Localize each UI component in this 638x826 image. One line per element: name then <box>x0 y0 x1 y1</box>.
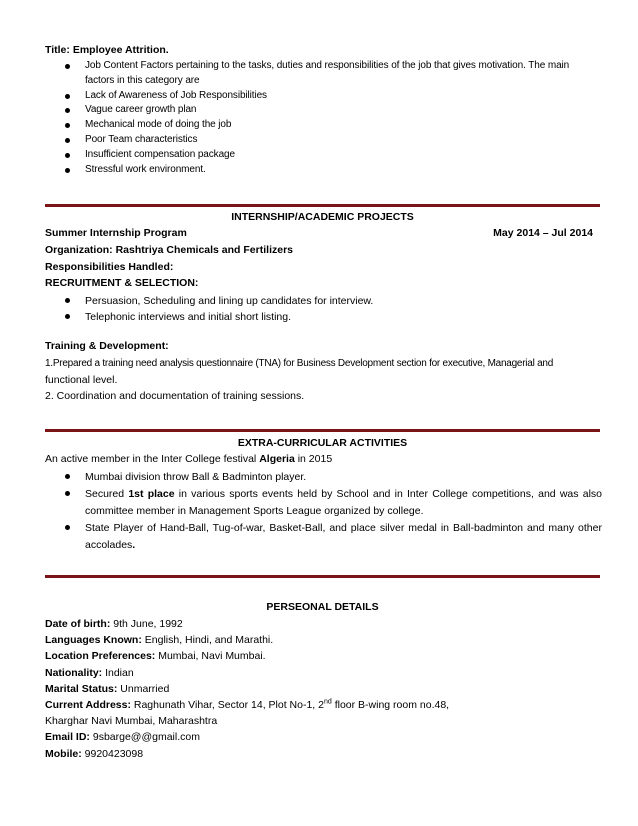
extracurricular-heading: EXTRA-CURRICULAR ACTIVITIES <box>237 437 408 449</box>
location-label: Location Preferences: <box>45 650 156 663</box>
email-value: 9sbarge@@gmail.com <box>89 731 200 744</box>
organization-label: Organization: <box>45 244 113 256</box>
project-section <box>45 43 605 177</box>
mobile-label: Mobile: <box>45 747 82 760</box>
project-title <box>45 43 605 58</box>
intro-year: in 2015 <box>294 453 333 465</box>
personal-section <box>45 616 605 762</box>
mobile-value: 9920423098 <box>81 747 144 760</box>
activities-list <box>45 469 602 554</box>
location-row <box>45 648 605 664</box>
marital-value: Unmarried <box>117 682 170 695</box>
internship-organization <box>45 243 593 258</box>
list-item <box>45 486 602 520</box>
item-highlight: 1st place <box>128 488 175 500</box>
section-divider <box>45 429 600 432</box>
list-item: Persuasion, Scheduling and lining up candidates for interview. <box>45 293 593 309</box>
marital-row <box>45 681 605 697</box>
languages-row <box>45 632 605 648</box>
email-label: Email ID: <box>45 731 90 744</box>
internship-program-row <box>45 226 593 241</box>
location-value: Mumbai, Navi Mumbai. <box>155 650 266 663</box>
section-divider <box>45 204 600 207</box>
intro-text: An active member in the Inter College festival <box>45 453 260 465</box>
recruitment-list <box>45 293 593 325</box>
languages-value: English, Hindi, and Marathi. <box>141 634 274 647</box>
address-value: Raghunath Vihar, Sector 14, Plot No-1, 2 <box>130 699 324 712</box>
training-item-1: 1.Prepared a training need analysis questionnaire (TNA) for Business Development section for executive, Managerial and <box>45 358 554 369</box>
organization-value: Rashtriya Chemicals and Fertilizers <box>115 244 293 256</box>
nationality-row <box>45 665 605 681</box>
address-superscript: nd <box>323 698 332 706</box>
list-item: Mumbai division throw Ball & Badminton player. <box>45 469 602 486</box>
section-divider <box>45 575 600 578</box>
festival-name: Algeria <box>259 453 295 465</box>
address-label: Current Address: <box>45 699 131 712</box>
email-row <box>45 729 605 745</box>
internship-heading: INTERNSHIP/ACADEMIC PROJECTS <box>231 211 414 223</box>
training-item-2: 2. Coordination and documentation of training sessions. <box>45 390 305 402</box>
internship-dates: May 2014 – Jul 2014 <box>493 227 593 239</box>
recruitment-heading: RECRUITMENT & SELECTION: <box>45 277 199 289</box>
nationality-value: Indian <box>102 666 134 679</box>
list-item <box>45 520 602 554</box>
item-text: in various sports events held by School and in Inter College competitions, and was also committee member in Management Sports League organized by college. <box>85 488 602 517</box>
training-item-1-cont: functional level. <box>45 374 118 386</box>
project-title-label: Title: <box>45 44 70 56</box>
item-text: State Player of Hand-Ball, Tug-of-war, Basket-Ball, and place silver medal in Ball-badminton and many other accolades <box>85 522 602 551</box>
list-item: Stressful work environment. <box>45 163 605 178</box>
list-item: Job Content Factors pertaining to the tasks, duties and responsibilities of the job that gives motivation. The main factors in this category are <box>45 59 605 89</box>
list-item: Lack of Awareness of Job Responsibilities <box>45 89 605 104</box>
address-row <box>45 697 605 713</box>
extracurricular-intro <box>45 452 602 467</box>
responsibilities-label: Responsibilities Handled: <box>45 261 174 273</box>
dob-value: 9th June, 1992 <box>110 618 183 630</box>
extracurricular-section <box>45 452 602 554</box>
languages-label: Languages Known: <box>45 634 142 647</box>
nationality-label: Nationality: <box>45 666 103 679</box>
training-heading: Training & Development: <box>45 340 169 352</box>
list-item: Insufficient compensation package <box>45 148 605 163</box>
dob-row <box>45 616 605 632</box>
marital-label: Marital Status: <box>45 682 118 695</box>
internship-program: Summer Internship Program <box>45 227 187 239</box>
mobile-row <box>45 746 605 762</box>
item-end: . <box>132 539 136 551</box>
personal-heading: PERSEONAL DETAILS <box>266 601 379 613</box>
item-text: Secured <box>85 488 129 500</box>
project-factor-list <box>45 59 605 177</box>
internship-section <box>45 226 593 404</box>
dob-label: Date of birth: <box>45 618 111 630</box>
list-item: Mechanical mode of doing the job <box>45 118 605 133</box>
address-value-cont: floor B-wing room no.48, <box>331 699 450 712</box>
list-item: Telephonic interviews and initial short listing. <box>45 309 593 325</box>
address-line-2: Kharghar Navi Mumbai, Maharashtra <box>45 715 218 728</box>
list-item: Poor Team characteristics <box>45 133 605 148</box>
project-title-value: Employee Attrition. <box>72 44 169 56</box>
list-item: Vague career growth plan <box>45 103 605 118</box>
